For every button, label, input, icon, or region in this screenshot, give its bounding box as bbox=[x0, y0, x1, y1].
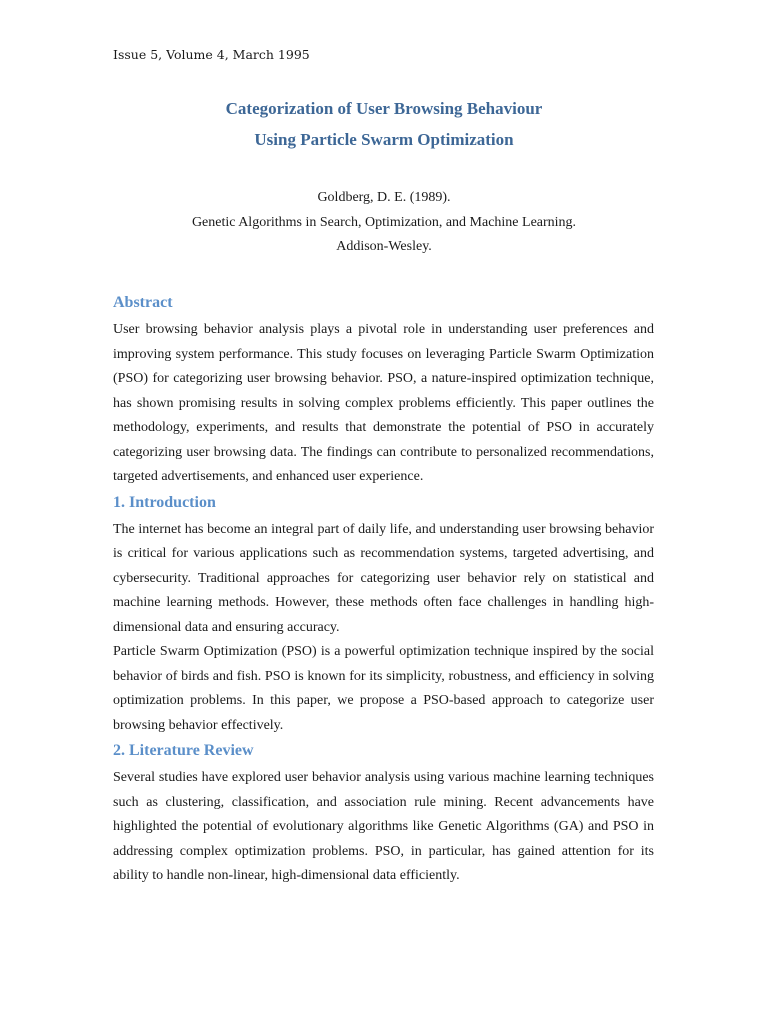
issue-line: Issue 5, Volume 4, March 1995 bbox=[113, 47, 310, 62]
reference-line-2: Genetic Algorithms in Search, Optimization, and Machine Learning. bbox=[191, 214, 577, 230]
reference-line-1: Goldberg, D. E. (1989). bbox=[317, 190, 451, 205]
abstract-paragraph: User browsing behavior analysis plays a pivotal role in understanding user preferences and improving system performance. This study focuses on leveraging Particle Swarm Optimization (PSO) for categorizing user browsing behavior. PSO, a nature-inspired optimization technique, has shown promising results in solving complex problems efficiently. This paper outlines the methodology, experiments, and results that demonstrate the potential of PSO in accurately categorizing user browsing data. The findings can contribute to personalized recommendations, targeted advertisements, and enhanced user experience. bbox=[113, 322, 654, 484]
introduction-paragraph-1: The internet has become an integral part of daily life, and understanding user browsing behavior is critical for various applications such as recommendation systems, targeted advertising, and cybersecurity. Traditional approaches for categorizing user behavior rely on statistical and machine learning methods. However, these methods often face challenges in handling high-dimensional data and ensuring accuracy. bbox=[113, 521, 654, 635]
introduction-heading: 1. Introduction bbox=[113, 493, 216, 511]
literature-review-heading: 2. Literature Review bbox=[113, 742, 254, 759]
body-content bbox=[113, 291, 654, 889]
title-line-2: Using Particle Swarm Optimization bbox=[254, 130, 514, 149]
literature-review-paragraph: Several studies have explored user behavior analysis using various machine learning techniques such as clustering, classification, and association rule mining. Recent advancements have highlighted the potential of evolutionary algorithms like Genetic Algorithms (GA) and PSO in addressing complex optimization problems. PSO, in particular, has gained attention for its ability to handle non-linear, high-dimensional data efficiently. bbox=[113, 770, 654, 883]
paper-title bbox=[0, 93, 768, 155]
reference-block bbox=[0, 186, 768, 260]
reference-line-3: Addison-Wesley. bbox=[336, 239, 432, 254]
title-line-1: Categorization of User Browsing Behaviour bbox=[225, 99, 543, 118]
abstract-heading: Abstract bbox=[113, 294, 173, 311]
introduction-paragraph-2: Particle Swarm Optimization (PSO) is a powerful optimization technique inspired by the social behavior of birds and fish. PSO is known for its simplicity, robustness, and efficiency in solving optimization problems. In this paper, we propose a PSO-based approach to categorize user browsing behavior effectively. bbox=[113, 644, 654, 733]
